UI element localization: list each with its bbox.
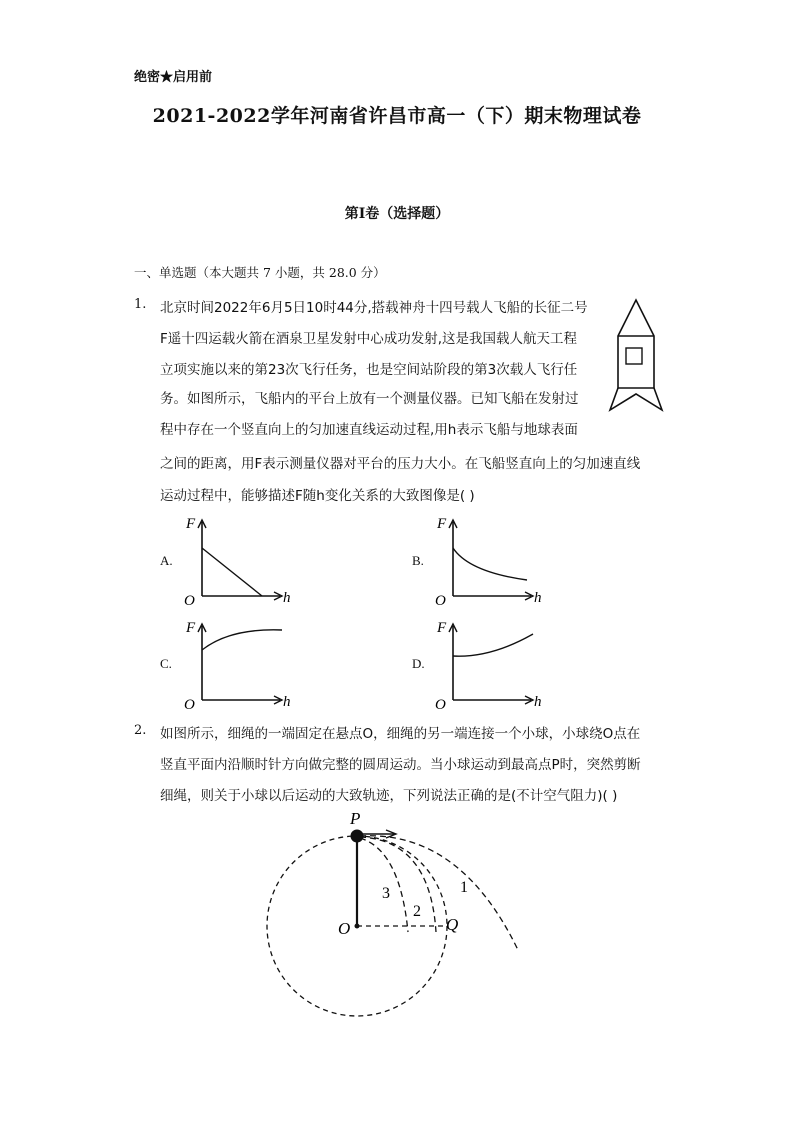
option-d-graph[interactable] [431, 614, 551, 714]
option-b-label[interactable]: B. [412, 553, 424, 568]
option-b-curve [453, 548, 527, 580]
trajectory-2 [360, 837, 436, 932]
question-1-line-4: 务。如图所示，飞船内的平台上放有一个测量仪器。已知飞船在发射过 [160, 391, 579, 407]
option-a-origin-label: O [184, 593, 195, 609]
option-c-x-label: h [283, 694, 291, 710]
rocket-figure [606, 296, 666, 414]
question-1-line-7: 运动过程中，能够描述F随h变化关系的大致图像是( ) [160, 488, 475, 504]
question-1-number: 1. [134, 297, 147, 312]
question-2-number: 2. [134, 723, 147, 738]
question-2-line-3: 细绳，则关于小球以后运动的大致轨迹，下列说法正确的是(不计空气阻力)( ) [160, 788, 618, 804]
exam-title: 2021-2022学年河南省许昌市高一（下）期末物理试卷 [152, 105, 642, 127]
question-1-line-2: F遥十四运载火箭在酒泉卫星发射中心成功发射,这是我国载人航天工程 [160, 331, 578, 347]
option-d-x-label: h [534, 694, 542, 710]
label-2: 2 [413, 903, 421, 920]
pivot-o [355, 924, 360, 929]
confidential-mark: 绝密★启用前 [134, 70, 213, 85]
option-a-x-label: h [283, 590, 291, 606]
option-a-graph[interactable] [180, 510, 300, 610]
option-c-origin-label: O [184, 697, 195, 713]
ball-p [351, 830, 364, 843]
section-heading: 一、单选题（本大题共 7 小题，共 28.0 分） [134, 265, 386, 280]
question-1-line-5: 程中存在一个竖直向上的匀加速直线运动过程,用h表示飞船与地球表面 [160, 422, 578, 438]
option-d-origin-label: O [435, 697, 446, 713]
question-1-line-6: 之间的距离，用F表示测量仪器对平台的压力大小。在飞船竖直向上的匀加速直线 [160, 456, 641, 472]
option-a-curve [202, 548, 262, 596]
option-b-graph[interactable] [431, 510, 551, 610]
option-a-y-label: F [186, 516, 196, 532]
option-c-y-label: F [186, 620, 196, 636]
question-2-line-1: 如图所示，细绳的一端固定在悬点O，细绳的另一端连接一个小球，小球绕O点在 [160, 726, 641, 742]
rocket-window-icon [626, 348, 642, 364]
option-a-label[interactable]: A. [160, 553, 173, 568]
option-c-graph[interactable] [180, 614, 300, 714]
label-3: 3 [382, 885, 390, 902]
question-1-line-1: 北京时间2022年6月5日10时44分,搭载神舟十四号载人飞船的长征二号 [160, 300, 588, 316]
option-d-label[interactable]: D. [412, 656, 425, 671]
question-2-line-2: 竖直平面内沿顺时针方向做完整的圆周运动。当小球运动到最高点P时，突然剪断 [160, 757, 641, 773]
option-d-y-label: F [437, 620, 447, 636]
circular-motion-figure [260, 800, 540, 1030]
label-o: O [338, 919, 351, 938]
option-b-x-label: h [534, 590, 542, 606]
label-p: P [350, 809, 361, 828]
option-b-origin-label: O [435, 593, 446, 609]
option-c-curve [202, 630, 282, 650]
volume-heading: 第I卷（选择题） [344, 206, 450, 222]
label-q: Q [446, 915, 459, 934]
option-c-label[interactable]: C. [160, 656, 172, 671]
question-1-line-3: 立项实施以来的第23次飞行任务，也是空间站阶段的第3次载人飞行任 [160, 362, 578, 378]
label-1: 1 [460, 879, 468, 896]
option-b-y-label: F [437, 516, 447, 532]
option-d-curve [453, 634, 533, 656]
